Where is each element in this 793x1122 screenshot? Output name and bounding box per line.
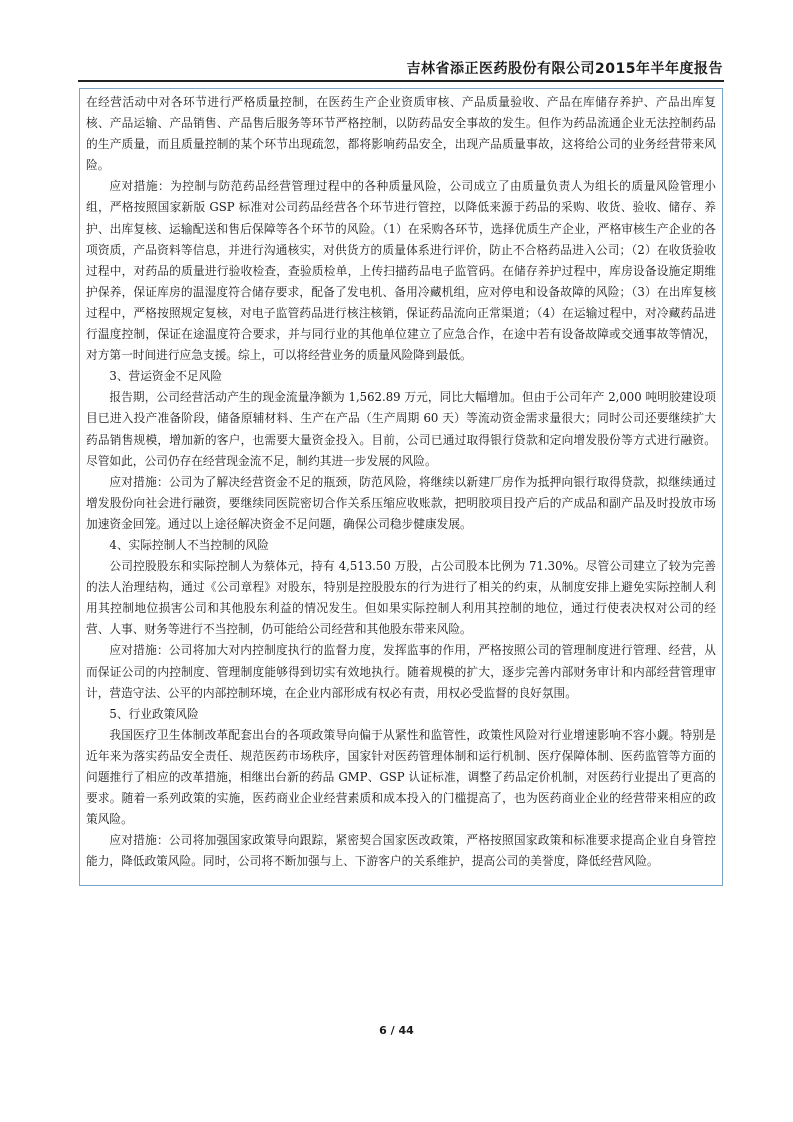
report-body <box>86 92 716 872</box>
section-heading-policy: 5、行业政策风险 <box>109 706 199 721</box>
page-number: 6 / 44 <box>379 1024 414 1037</box>
paragraph-policy-measures: 应对措施：公司将加强国家政策导向跟踪，紧密契合国家医改政策，严格按照国家政策和标准要求提高企业自身管控能力，降低政策风险。同时，公司将不断加强与上、下游客户的关系维护，提高公司的美誉度，降低经营风险。 <box>86 833 716 869</box>
paragraph-controller-risk: 公司控股股东和实际控制人为蔡体元，持有 4,513.50 万股，占公司股本比例为 71.30%。尽管公司建立了较为完善的法人治理结构，通过《公司章程》对股东，特别是控股股东的行为进行了相关的约束，从制度安排上避免实际控制人利用其控制地位损害公司和其他股东利益的情况发生。但如果实际控制人利用其控制的地位，通过行使表决权对公司的经营、人事、财务等进行不当控制，仍可能给公司经营和其他股东带来风险。 <box>86 559 716 637</box>
paragraph-working-capital-risk: 报告期，公司经营活动产生的现金流量净额为 1,562.89 万元，同比大幅增加。但由于公司年产 2,000 吨明胶建设项目已进入投产准备阶段，储备原辅材料、生产在产品（生产周期 60 天）等流动资金需求量很大；同时公司还要继续扩大药品销售规模，增加新的客户，也需要大量资金投入。目前，公司已通过取得银行贷款和定向增发股份等方式进行融资。尽管如此，公司仍存在经营现金流不足，制约其进一步发展的风险。 <box>86 390 716 468</box>
section-heading-controller: 4、实际控制人不当控制的风险 <box>109 537 269 552</box>
header-rule <box>78 80 724 82</box>
paragraph-quality-risk-measures: 应对措施：为控制与防范药品经营管理过程中的各种质量风险，公司成立了由质量负责人为组长的质量风险管理小组，严格按照国家新版 GSP 标准对公司药品经营各个环节进行管控，以降低来源于药品的采购、收货、验收、储存、养护、出库复核、运输配送和售后保障等各个环节的风险。（1）在采购各环节，选择优质生产企业，严格审核生产企业的各项资质，产品资料等信息，并进行沟通核实，对供货方的质量体系进行评价，防止不合格药品进入公司；（2）在收货验收过程中，对药品的质量进行验收检查，查验质检单，上传扫描药品电子监管码。在储存养护过程中，库房设备设施定期维护保养，保证库房的温湿度符合储存要求，配备了发电机、备用冷藏机组，应对停电和设备故障的风险；（3）在出库复核过程中，严格按照规定复核，对电子监管药品进行核注核销，保证药品流向正常渠道；（4）在运输过程中，对冷藏药品进行温度控制，保证在途温度符合要求，并与同行业的其他单位建立了应急合作，在途中若有设备故障或交通事故等情况，对方第一时间进行应急支援。综上，可以将经营业务的质量风险降到最低。 <box>86 179 716 363</box>
report-title: 吉林省添正医药股份有限公司2015年半年度报告 <box>406 61 723 77</box>
paragraph-policy-risk: 我国医疗卫生体制改革配套出台的各项政策导向偏于从紧性和监管性，政策性风险对行业增速影响不容小觑。特别是近年来为落实药品安全责任、规范医药市场秩序，国家针对医药管理体制和运行机制、医疗保障体制、医药监管等方面的问题推行了相应的改革措施，相继出台新的药品 GMP、GSP 认证标准，调整了药品定价机制，对医药行业提出了更高的要求。随着一系列政策的实施，医药商业企业经营素质和成本投入的门槛提高了，也为医药商业企业的经营带来相应的政策风险。 <box>86 727 716 827</box>
section-heading-working-capital: 3、营运资金不足风险 <box>109 369 223 384</box>
paragraph-controller-measures: 应对措施：公司将加大对内控制度执行的监督力度，发挥监事的作用，严格按照公司的管理制度进行管理、经营，从而保证公司的内控制度、管理制度能够得到切实有效地执行。随着规模的扩大，逐步完善内部财务审计和内部经营管理审计，营造守法、公平的内部控制环境，在企业内部形成有权必有责，用权必受监督的良好氛围。 <box>86 643 716 700</box>
paragraph-continuation: 在经营活动中对各环节进行严格质量控制，在医药生产企业资质审核、产品质量验收、产品在库储存养护、产品出库复核、产品运输、产品销售、产品售后服务等环节严格控制，以防药品安全事故的发生。但作为药品流通企业无法控制药品的生产质量，而且质量控制的某个环节出现疏忽，都将影响药品安全，出现产品质量事故，这将给公司的业务经营带来风险。 <box>86 95 716 173</box>
paragraph-working-capital-measures: 应对措施：公司为了解决经营资金不足的瓶颈，防范风险，将继续以新建厂房作为抵押向银行取得贷款，拟继续通过增发股份向社会进行融资，要继续同医院密切合作关系压缩应收账款，把明胶项目投产后的产成品和副产品及时投放市场加速资金回笼。通过以上途径解决资金不足问题，确保公司稳步健康发展。 <box>86 474 716 531</box>
